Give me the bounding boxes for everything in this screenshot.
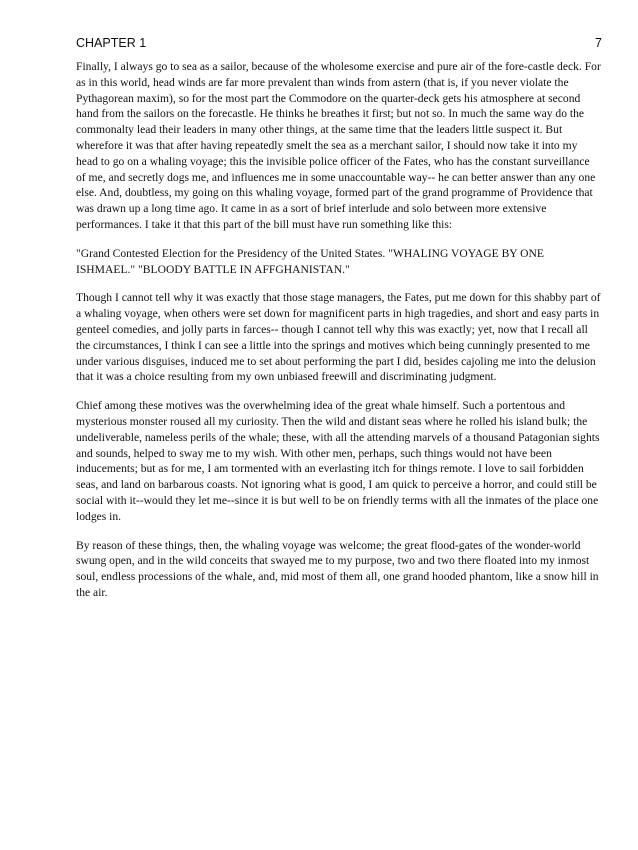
chapter-title: CHAPTER 1 (76, 36, 147, 50)
paragraph-2: "Grand Contested Election for the Presidency of the United States. "WHALING VOYAGE BY ONE ISHMAEL." "BLOODY BATTLE IN AFFGHANISTAN." (76, 246, 544, 276)
paragraph-1: Finally, I always go to sea as a sailor, because of the wholesome exercise and pure air of the fore-castle deck. For as in this world, head winds are far more prevalent than winds from astern (that is, if you never violate the Pythagorean maxim), so for the most part the Commodore on the quarter-deck gets his atmosphere at second hand from the sailors on the forecastle. He thinks he breathes it first; but not so. In much the same way do the commonalty lead their leaders in many other things, at the same time that the leaders little suspect it. But wherefore it was that after having repeatedly smelt the sea as a merchant sailor, I should now take it into my head to go on a whaling voyage; this the invisible police officer of the Fates, who has the constant surveillance of me, and secretly dogs me, and influences me in some unaccountable way-- he can better answer than any one else. And, doubtless, my going on this whaling voyage, formed part of the grand programme of Providence that was drawn up a long time ago. It came in as a sort of brief interlude and solo between more extensive performances. I take it that this part of the bill must have run something like this: (76, 60, 601, 231)
paragraph-5: By reason of these things, then, the whaling voyage was welcome; the great flood-gates of the wonder-world swung open, and in the wild conceits that swayed me to my purpose, two and two there floated into my inmost soul, endless processions of the whale, and, mid most of them all, one grand hooded phantom, like a snow hill in the air. (76, 538, 599, 599)
paragraph-4: Chief among these motives was the overwhelming idea of the great whale himself. Such a portentous and mysterious monster roused all my curiosity. Then the wild and distant seas where he rolled his island bulk; the undeliverable, nameless perils of the whale; these, with all the attending marvels of a thousand Patagonian sights and sounds, helped to sway me to my wish. With other men, perhaps, such things would not have been inducements; but as for me, I am tormented with an everlasting itch for things remote. I love to sail forbidden seas, and land on barbarous coasts. Not ignoring what is good, I am quick to perceive a horror, and could still be social with it--would they let me--since it is but well to be on friendly terms with all the inmates of the place one lodges in. (76, 399, 600, 523)
paragraph-3: Though I cannot tell why it was exactly that those stage managers, the Fates, put me down for this shabby part of a whaling voyage, when others were set down for magnificent parts in high tragedies, and short and easy parts in genteel comedies, and jolly parts in farces-- though I cannot tell why this was exactly; yet, now that I recall all the circumstances, I think I can see a little into the springs and motives which being cunningly presented to me under various disguises, induced me to set about performing the part I did, besides cajoling me into the delusion that it was a choice resulting from my own unbiased freewill and discriminating judgment. (76, 291, 601, 384)
page-header (76, 36, 602, 50)
page-number: 7 (595, 36, 602, 50)
